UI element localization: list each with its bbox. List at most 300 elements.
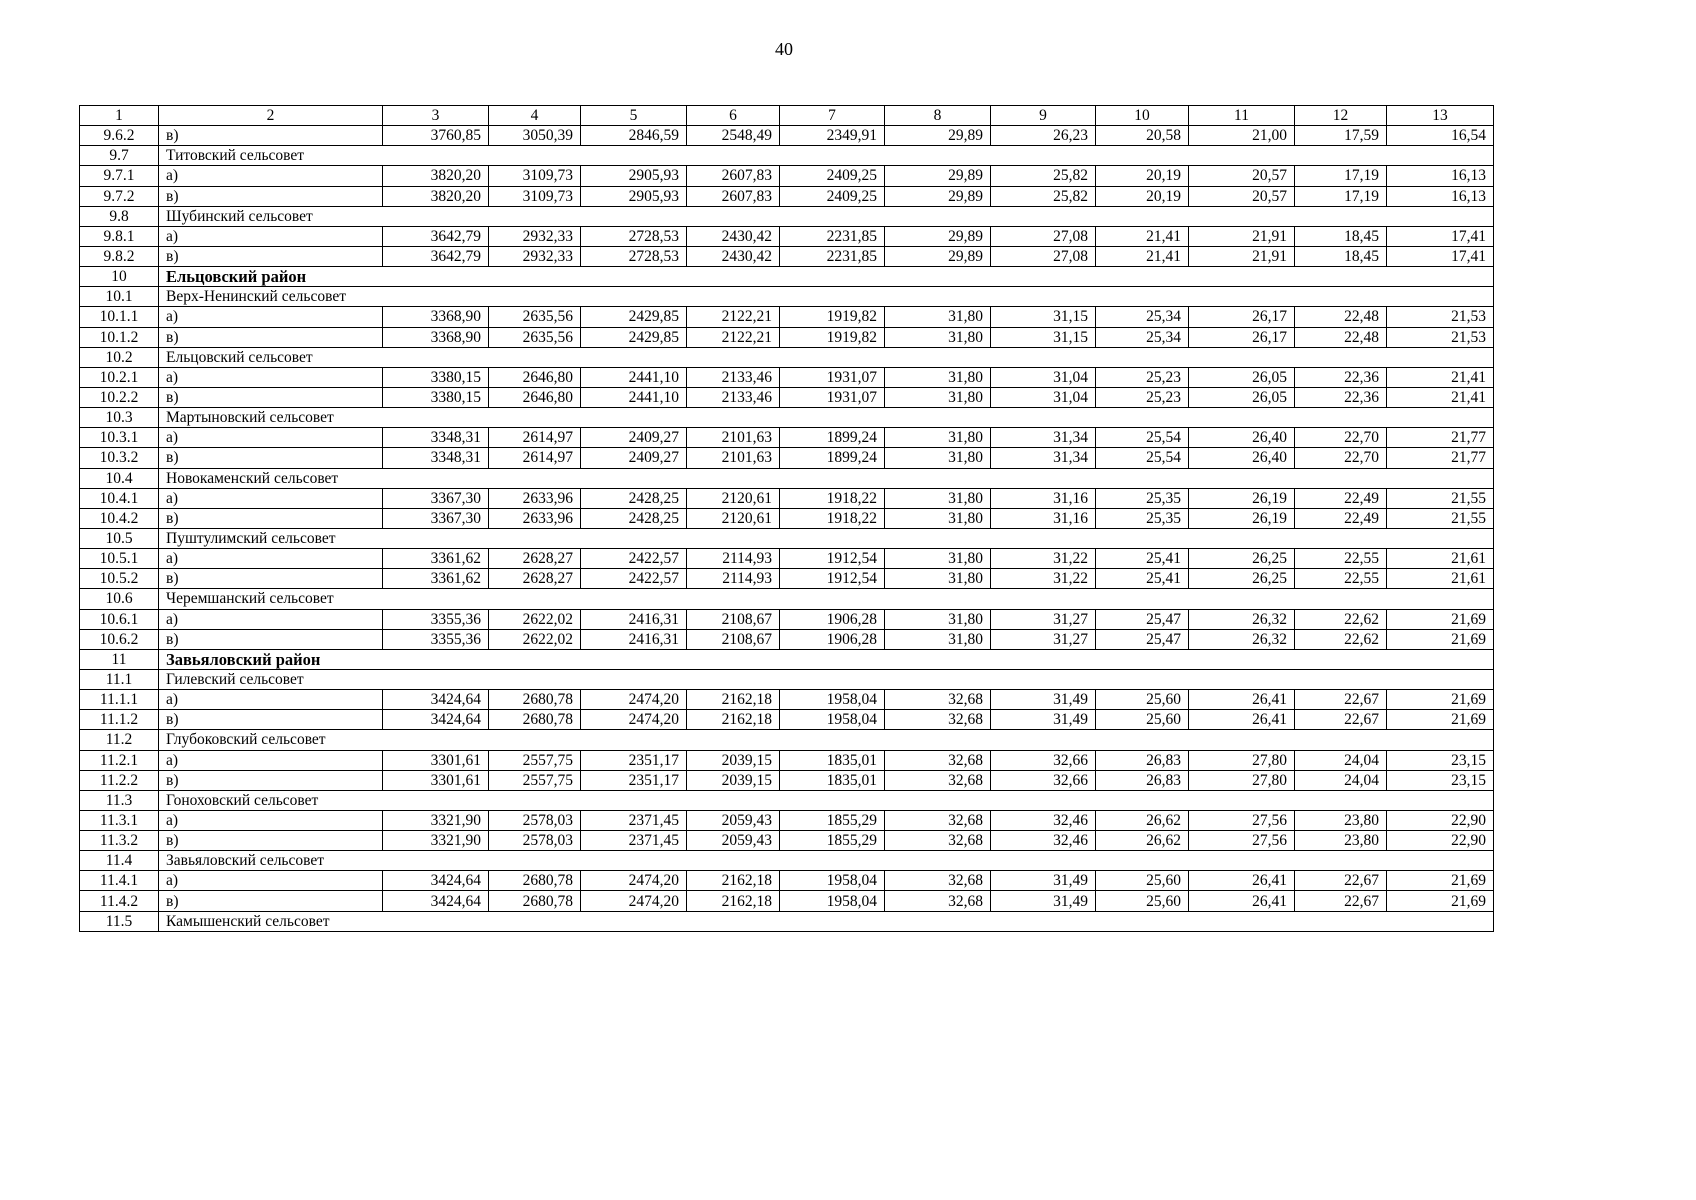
value-cell: 21,55 [1387,488,1494,508]
value-cell: 3301,61 [383,770,489,790]
value-cell: 22,62 [1295,609,1387,629]
council-name: Пуштулимский сельсовет [159,528,1494,548]
value-cell: 25,54 [1096,428,1189,448]
value-cell: 29,89 [885,126,991,146]
value-cell: 29,89 [885,186,991,206]
value-cell: 1899,24 [780,428,885,448]
value-cell: 2578,03 [489,831,581,851]
value-cell: 1918,22 [780,508,885,528]
value-cell: 2905,93 [581,186,687,206]
value-cell: 1906,28 [780,609,885,629]
row-label: а) [159,690,383,710]
value-cell: 25,34 [1096,327,1189,347]
value-cell: 25,47 [1096,629,1189,649]
council-row [80,911,1494,931]
row-number: 10.3.2 [80,448,159,468]
value-cell: 26,19 [1189,508,1295,528]
row-number: 11.1.2 [80,710,159,730]
value-cell: 27,08 [991,226,1096,246]
table-row [80,750,1494,770]
council-name: Завьяловский сельсовет [159,851,1494,871]
value-cell: 24,04 [1295,770,1387,790]
row-number: 10.1 [80,287,159,307]
row-number: 11.4 [80,851,159,871]
value-cell: 31,22 [991,569,1096,589]
row-number: 10.2.1 [80,367,159,387]
value-cell: 3368,90 [383,327,489,347]
table-row [80,770,1494,790]
row-label: а) [159,750,383,770]
row-number: 11.1 [80,669,159,689]
value-cell: 23,80 [1295,831,1387,851]
district-name: Ельцовский район [159,267,1494,287]
value-cell: 2120,61 [687,508,780,528]
value-cell: 2059,43 [687,810,780,830]
row-number: 10.4.1 [80,488,159,508]
value-cell: 2114,93 [687,569,780,589]
value-cell: 1919,82 [780,307,885,327]
value-cell: 26,32 [1189,629,1295,649]
value-cell: 29,89 [885,166,991,186]
value-cell: 2474,20 [581,871,687,891]
value-cell: 2231,85 [780,246,885,266]
value-cell: 31,80 [885,508,991,528]
council-row [80,589,1494,609]
row-number: 10 [80,267,159,287]
value-cell: 1931,07 [780,367,885,387]
row-label: в) [159,508,383,528]
row-label: в) [159,327,383,347]
row-number: 10.6 [80,589,159,609]
value-cell: 2474,20 [581,690,687,710]
row-label: а) [159,549,383,569]
value-cell: 22,55 [1295,569,1387,589]
value-cell: 18,45 [1295,246,1387,266]
value-cell: 2607,83 [687,166,780,186]
row-number: 10.5 [80,528,159,548]
value-cell: 31,49 [991,871,1096,891]
value-cell: 26,05 [1189,387,1295,407]
value-cell: 20,57 [1189,166,1295,186]
value-cell: 3361,62 [383,549,489,569]
value-cell: 21,41 [1096,226,1189,246]
row-number: 10.5.1 [80,549,159,569]
value-cell: 2162,18 [687,871,780,891]
value-cell: 31,80 [885,629,991,649]
value-cell: 31,80 [885,428,991,448]
value-cell: 3109,73 [489,166,581,186]
value-cell: 1919,82 [780,327,885,347]
value-cell: 2614,97 [489,428,581,448]
council-row [80,408,1494,428]
value-cell: 2416,31 [581,609,687,629]
value-cell: 16,13 [1387,166,1494,186]
value-cell: 20,19 [1096,166,1189,186]
value-cell: 2905,93 [581,166,687,186]
value-cell: 2039,15 [687,750,780,770]
value-cell: 2039,15 [687,770,780,790]
value-cell: 3760,85 [383,126,489,146]
table-row [80,448,1494,468]
row-label: в) [159,186,383,206]
value-cell: 25,23 [1096,387,1189,407]
council-name: Черемшанский сельсовет [159,589,1494,609]
column-header: 8 [885,106,991,126]
council-name: Титовский сельсовет [159,146,1494,166]
value-cell: 26,40 [1189,428,1295,448]
row-number: 9.8 [80,206,159,226]
value-cell: 31,49 [991,690,1096,710]
table-row [80,428,1494,448]
table-row [80,126,1494,146]
value-cell: 22,49 [1295,488,1387,508]
value-cell: 1918,22 [780,488,885,508]
value-cell: 27,56 [1189,831,1295,851]
value-cell: 2351,17 [581,770,687,790]
value-cell: 21,00 [1189,126,1295,146]
value-cell: 22,62 [1295,629,1387,649]
value-cell: 1855,29 [780,831,885,851]
value-cell: 2409,27 [581,428,687,448]
table-row [80,891,1494,911]
value-cell: 2646,80 [489,387,581,407]
row-number: 11 [80,649,159,669]
value-cell: 2122,21 [687,327,780,347]
value-cell: 32,68 [885,891,991,911]
value-cell: 31,80 [885,488,991,508]
value-cell: 21,91 [1189,246,1295,266]
council-row [80,669,1494,689]
value-cell: 2441,10 [581,387,687,407]
row-number: 11.2.2 [80,770,159,790]
value-cell: 22,55 [1295,549,1387,569]
value-cell: 2108,67 [687,609,780,629]
row-label: в) [159,246,383,266]
value-cell: 2422,57 [581,549,687,569]
value-cell: 2614,97 [489,448,581,468]
value-cell: 22,67 [1295,690,1387,710]
value-cell: 2120,61 [687,488,780,508]
value-cell: 21,69 [1387,891,1494,911]
value-cell: 32,66 [991,770,1096,790]
value-cell: 25,23 [1096,367,1189,387]
council-row [80,730,1494,750]
table-row [80,186,1494,206]
column-header: 4 [489,106,581,126]
council-name: Мартыновский сельсовет [159,408,1494,428]
value-cell: 32,68 [885,690,991,710]
value-cell: 26,62 [1096,831,1189,851]
value-cell: 17,19 [1295,166,1387,186]
value-cell: 23,15 [1387,770,1494,790]
value-cell: 2628,27 [489,569,581,589]
value-cell: 2557,75 [489,770,581,790]
value-cell: 29,89 [885,226,991,246]
row-label: в) [159,831,383,851]
value-cell: 2557,75 [489,750,581,770]
row-number: 11.2.1 [80,750,159,770]
value-cell: 3424,64 [383,710,489,730]
value-cell: 31,04 [991,367,1096,387]
row-number: 10.6.1 [80,609,159,629]
value-cell: 2635,56 [489,307,581,327]
value-cell: 3424,64 [383,871,489,891]
column-header: 2 [159,106,383,126]
value-cell: 32,46 [991,810,1096,830]
value-cell: 31,80 [885,569,991,589]
value-cell: 25,41 [1096,569,1189,589]
row-label: а) [159,166,383,186]
table-row [80,488,1494,508]
row-label: а) [159,609,383,629]
value-cell: 21,61 [1387,549,1494,569]
value-cell: 24,04 [1295,750,1387,770]
value-cell: 22,90 [1387,831,1494,851]
table-row [80,810,1494,830]
value-cell: 2680,78 [489,871,581,891]
row-label: а) [159,307,383,327]
value-cell: 21,41 [1096,246,1189,266]
value-cell: 2846,59 [581,126,687,146]
value-cell: 25,41 [1096,549,1189,569]
value-cell: 29,89 [885,246,991,266]
value-cell: 2371,45 [581,810,687,830]
value-cell: 2633,96 [489,488,581,508]
value-cell: 22,36 [1295,387,1387,407]
council-name: Ельцовский сельсовет [159,347,1494,367]
value-cell: 32,68 [885,871,991,891]
value-cell: 17,59 [1295,126,1387,146]
value-cell: 32,66 [991,750,1096,770]
value-cell: 31,22 [991,549,1096,569]
value-cell: 21,41 [1387,387,1494,407]
value-cell: 26,25 [1189,569,1295,589]
row-number: 9.7 [80,146,159,166]
value-cell: 21,53 [1387,327,1494,347]
row-number: 10.4 [80,468,159,488]
column-header: 10 [1096,106,1189,126]
row-number: 11.2 [80,730,159,750]
value-cell: 2680,78 [489,891,581,911]
council-name: Камышенский сельсовет [159,911,1494,931]
value-cell: 2633,96 [489,508,581,528]
row-label: а) [159,367,383,387]
value-cell: 32,68 [885,710,991,730]
value-cell: 23,80 [1295,810,1387,830]
district-row [80,267,1494,287]
row-number: 11.5 [80,911,159,931]
row-number: 9.8.1 [80,226,159,246]
value-cell: 3321,90 [383,810,489,830]
value-cell: 21,55 [1387,508,1494,528]
value-cell: 31,34 [991,428,1096,448]
value-cell: 1906,28 [780,629,885,649]
value-cell: 2349,91 [780,126,885,146]
value-cell: 2646,80 [489,367,581,387]
value-cell: 3355,36 [383,629,489,649]
value-cell: 20,19 [1096,186,1189,206]
district-row [80,649,1494,669]
row-number: 9.7.2 [80,186,159,206]
value-cell: 2409,27 [581,448,687,468]
column-header: 7 [780,106,885,126]
page-number: 40 [775,39,793,59]
value-cell: 26,83 [1096,770,1189,790]
value-cell: 31,49 [991,710,1096,730]
value-cell: 22,49 [1295,508,1387,528]
table-row [80,226,1494,246]
row-label: а) [159,810,383,830]
table-body [80,106,1494,932]
value-cell: 21,69 [1387,871,1494,891]
value-cell: 2607,83 [687,186,780,206]
value-cell: 2429,85 [581,307,687,327]
value-cell: 31,80 [885,387,991,407]
value-cell: 2162,18 [687,690,780,710]
value-cell: 2351,17 [581,750,687,770]
value-cell: 2474,20 [581,891,687,911]
row-number: 10.1.1 [80,307,159,327]
value-cell: 2416,31 [581,629,687,649]
value-cell: 3355,36 [383,609,489,629]
table-row [80,569,1494,589]
council-row [80,790,1494,810]
value-cell: 3380,15 [383,367,489,387]
row-label: а) [159,488,383,508]
value-cell: 2409,25 [780,166,885,186]
value-cell: 1912,54 [780,569,885,589]
council-row [80,206,1494,226]
value-cell: 32,68 [885,770,991,790]
value-cell: 26,41 [1189,710,1295,730]
value-cell: 2635,56 [489,327,581,347]
table-row [80,609,1494,629]
row-number: 10.3.1 [80,428,159,448]
value-cell: 16,54 [1387,126,1494,146]
value-cell: 23,15 [1387,750,1494,770]
value-cell: 2622,02 [489,629,581,649]
row-number: 10.4.2 [80,508,159,528]
value-cell: 26,32 [1189,609,1295,629]
row-label: а) [159,428,383,448]
value-cell: 31,15 [991,307,1096,327]
value-cell: 18,45 [1295,226,1387,246]
row-number: 10.6.2 [80,629,159,649]
row-label: в) [159,126,383,146]
value-cell: 1931,07 [780,387,885,407]
value-cell: 31,16 [991,488,1096,508]
value-cell: 32,68 [885,750,991,770]
table-row [80,871,1494,891]
value-cell: 3348,31 [383,448,489,468]
value-cell: 1958,04 [780,871,885,891]
value-cell: 3642,79 [383,246,489,266]
value-cell: 25,34 [1096,307,1189,327]
value-cell: 22,67 [1295,891,1387,911]
value-cell: 31,04 [991,387,1096,407]
value-cell: 26,17 [1189,327,1295,347]
value-cell: 2474,20 [581,710,687,730]
value-cell: 26,41 [1189,871,1295,891]
council-name: Гилевский сельсовет [159,669,1494,689]
council-row [80,146,1494,166]
value-cell: 20,57 [1189,186,1295,206]
table-row [80,367,1494,387]
council-row [80,468,1494,488]
value-cell: 3348,31 [383,428,489,448]
row-number: 9.7.1 [80,166,159,186]
value-cell: 27,08 [991,246,1096,266]
column-header: 9 [991,106,1096,126]
column-header: 3 [383,106,489,126]
value-cell: 2428,25 [581,488,687,508]
header-row [80,106,1494,126]
value-cell: 3321,90 [383,831,489,851]
value-cell: 22,67 [1295,871,1387,891]
value-cell: 2162,18 [687,710,780,730]
value-cell: 2108,67 [687,629,780,649]
value-cell: 25,35 [1096,488,1189,508]
value-cell: 22,70 [1295,448,1387,468]
council-row [80,851,1494,871]
value-cell: 21,53 [1387,307,1494,327]
value-cell: 2101,63 [687,428,780,448]
value-cell: 1912,54 [780,549,885,569]
council-name: Глубоковский сельсовет [159,730,1494,750]
council-name: Гоноховский сельсовет [159,790,1494,810]
table-row [80,690,1494,710]
value-cell: 3424,64 [383,690,489,710]
row-number: 9.8.2 [80,246,159,266]
value-cell: 22,48 [1295,327,1387,347]
district-name: Завьяловский район [159,649,1494,669]
row-number: 10.2 [80,347,159,367]
value-cell: 21,69 [1387,690,1494,710]
row-label: в) [159,770,383,790]
value-cell: 2680,78 [489,710,581,730]
table-row [80,508,1494,528]
row-number: 10.2.2 [80,387,159,407]
value-cell: 2428,25 [581,508,687,528]
row-label: в) [159,448,383,468]
value-cell: 31,80 [885,367,991,387]
value-cell: 1835,01 [780,770,885,790]
table-row [80,629,1494,649]
table-row [80,246,1494,266]
council-row [80,287,1494,307]
value-cell: 2133,46 [687,387,780,407]
value-cell: 26,83 [1096,750,1189,770]
value-cell: 3424,64 [383,891,489,911]
value-cell: 3380,15 [383,387,489,407]
row-label: а) [159,226,383,246]
value-cell: 25,60 [1096,891,1189,911]
value-cell: 2441,10 [581,367,687,387]
table-row [80,549,1494,569]
value-cell: 22,36 [1295,367,1387,387]
value-cell: 25,35 [1096,508,1189,528]
value-cell: 27,56 [1189,810,1295,830]
value-cell: 31,80 [885,448,991,468]
value-cell: 2430,42 [687,246,780,266]
value-cell: 3367,30 [383,488,489,508]
value-cell: 2932,33 [489,246,581,266]
row-number: 11.3 [80,790,159,810]
value-cell: 1958,04 [780,690,885,710]
value-cell: 26,25 [1189,549,1295,569]
value-cell: 3368,90 [383,307,489,327]
value-cell: 3109,73 [489,186,581,206]
